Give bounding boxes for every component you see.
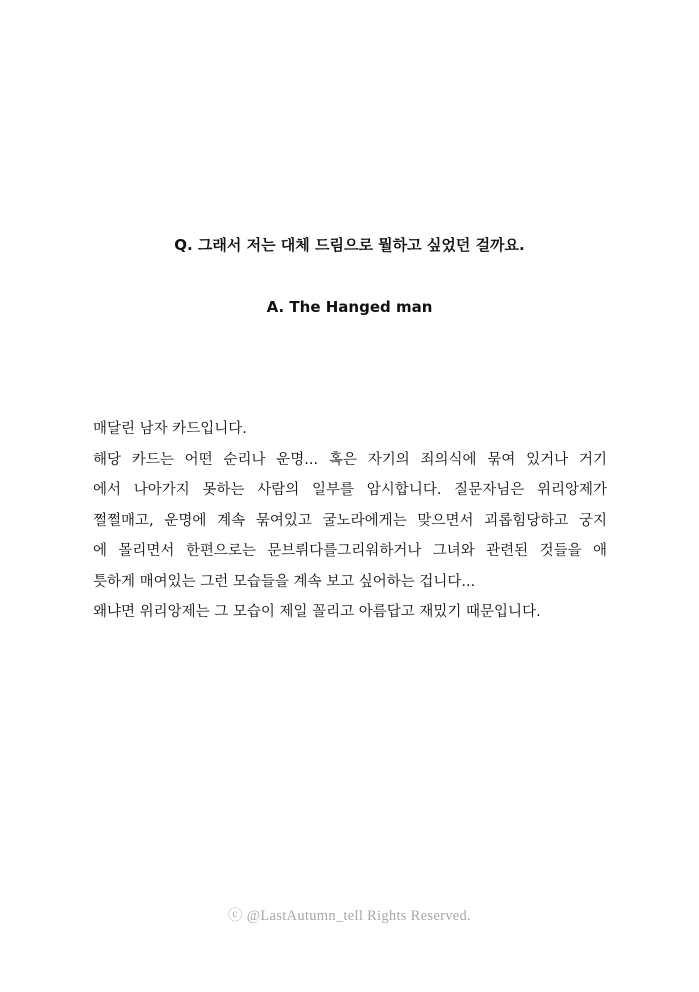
answer-heading: A. The Hanged man: [266, 298, 433, 316]
body-line: 왜냐면 위리앙제는 그 모습이 제일 꼴리고 아름답고 재밌기 때문입니다.: [93, 604, 541, 620]
reading-body: [93, 414, 607, 628]
body-line: 에서 나아가지 못하는 사람의 일부를 암시합니다. 질문자님은 위리앙제가: [93, 482, 607, 498]
body-line: 에 몰리면서 한편으로는 문브뤼다를그리워하거나 그녀와 관련된 것들을 애: [93, 543, 607, 559]
question-heading: Q. 그래서 저는 대체 드림으로 뭘하고 싶었던 걸까요.: [174, 236, 525, 254]
body-line: 쩔쩔매고, 운명에 계속 묶여있고 굴노라에게는 맞으면서 괴롭힘당하고 궁지: [93, 512, 607, 529]
copyright-footer: ⓒ @LastAutumn_tell Rights Reserved.: [228, 908, 471, 924]
body-line: 매달린 남자 카드입니다.: [93, 421, 247, 437]
body-line: 틋하게 매여있는 그런 모습들을 계속 보고 싶어하는 겁니다...: [93, 573, 476, 590]
body-line: 해당 카드는 어떤 순리나 운명... 혹은 자기의 죄의식에 묶여 있거나 거기: [93, 451, 607, 468]
